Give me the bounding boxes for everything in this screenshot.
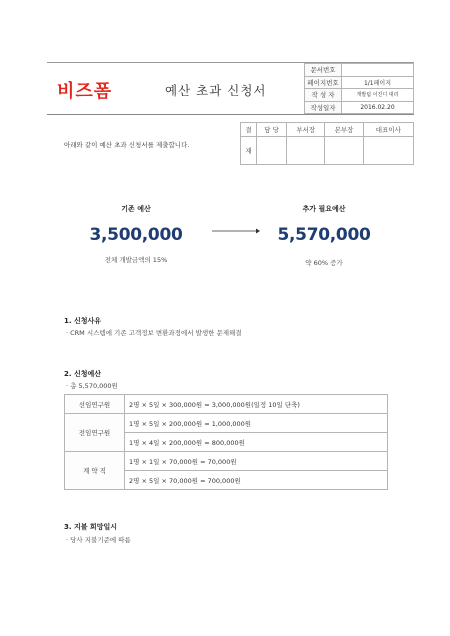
cost-detail: 1명 × 1일 × 70,000원 = 70,000원 [125, 452, 388, 471]
meta-row-page [305, 76, 414, 89]
cost-category: 선임연구원 [65, 395, 125, 414]
meta-value: 1/1페이지 [342, 76, 414, 89]
arrow-right-icon [212, 228, 260, 234]
cost-detail: 1명 × 5일 × 200,000원 = 1,000,000원 [125, 414, 388, 433]
additional-budget-amount: 5,570,000 [277, 225, 371, 245]
company-logo: 비즈폼 [57, 81, 113, 102]
meta-label: 문서번호 [305, 64, 342, 77]
meta-label: 페이지번호 [305, 76, 342, 89]
section-payment-item: · 당사 지불기준에 따름 [66, 536, 131, 544]
cost-category: 계 약 직 [65, 452, 125, 490]
cost-detail: 2명 × 5일 × 70,000원 = 700,000원 [125, 471, 388, 490]
existing-budget-amount: 3,500,000 [89, 225, 183, 245]
meta-label: 작성일자 [305, 101, 342, 114]
additional-budget-label: 추가 필요예산 [302, 205, 346, 213]
approval-label-bottom: 재 [241, 137, 257, 165]
cost-category: 전임연구원 [65, 414, 125, 452]
meta-value: 2016.02.20 [342, 101, 414, 114]
signature-cell [287, 137, 325, 165]
approval-label-top: 결 [241, 123, 257, 137]
existing-budget-note: 전체 개발금액의 15% [104, 256, 168, 264]
document-title: 예산 초과 신청서 [165, 83, 267, 98]
table-row [65, 395, 388, 414]
approval-col-ceo: 대표이사 [363, 123, 413, 137]
header-bottom-rule [47, 114, 414, 115]
meta-row-doc-number [305, 64, 414, 77]
budget-detail-table [64, 394, 388, 490]
approval-col-dept-head: 부서장 [287, 123, 325, 137]
meta-label: 작 성 자 [305, 89, 342, 102]
cost-detail: 1명 × 4일 × 200,000원 = 800,000원 [125, 433, 388, 452]
signature-cell [363, 137, 413, 165]
approval-table [240, 122, 414, 165]
existing-budget-label: 기존 예산 [121, 205, 151, 213]
document-meta-table [304, 63, 414, 114]
meta-value: 개발팀 이진디 대리 [342, 89, 414, 102]
section-payment-title: 3. 지불 희망일시 [64, 523, 117, 531]
signature-cell [257, 137, 287, 165]
approval-col-division-head: 본부장 [325, 123, 363, 137]
additional-budget-note: 약 60% 증가 [305, 259, 343, 267]
section-budget-title: 2. 신청예산 [64, 370, 102, 378]
table-row [65, 414, 388, 433]
section-budget-item: · 총 5,570,000원 [66, 382, 118, 390]
signature-cell [325, 137, 363, 165]
section-reason-title: 1. 신청사유 [64, 317, 102, 325]
section-reason-item: · CRM 시스템에 기존 고객정보 변환과정에서 발생한 문제해결 [66, 329, 242, 337]
table-row [65, 452, 388, 471]
meta-row-date [305, 101, 414, 114]
cost-detail: 2명 × 5일 × 300,000원 = 3,000,000원(일정 10일 단축) [125, 395, 388, 414]
meta-row-author [305, 89, 414, 102]
meta-value [342, 64, 414, 77]
intro-text: 아래와 같이 예산 초과 신청서를 제출합니다. [64, 141, 190, 149]
approval-col-staff: 담 당 [257, 123, 287, 137]
